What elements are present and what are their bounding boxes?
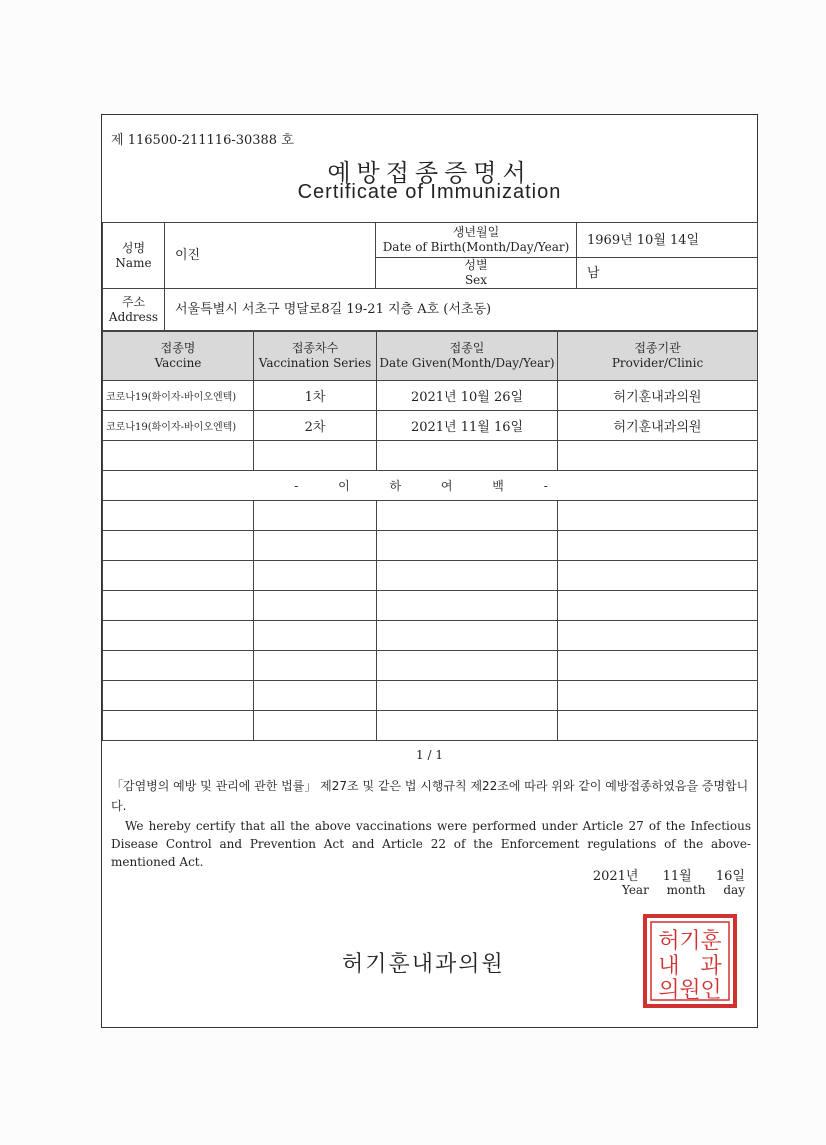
vaccine-provider: 허기훈내과의원 <box>558 411 758 441</box>
vaccine-series: 1차 <box>254 381 377 411</box>
svg-text:의: 의 <box>658 978 680 1003</box>
dob-label: 생년월일 Date of Birth(Month/Day/Year) <box>376 223 577 258</box>
issuer-name: 허기훈내과의원 <box>342 952 505 977</box>
table-row <box>103 381 758 411</box>
certificate-number: 제 116500-211116-30388 호 <box>111 133 294 148</box>
empty-row <box>103 651 758 681</box>
header-provider: 접종기관 Provider/Clinic <box>558 332 758 381</box>
certificate-frame <box>101 114 758 1028</box>
statement-korean: 「감염병의 예방 및 관리에 관한 법률」 제27조 및 같은 법 시행규칙 제22조에 따라 위와 같이 예방접종하였음을 증명합니다. <box>111 779 749 813</box>
svg-text:훈: 훈 <box>700 929 722 954</box>
empty-row <box>103 441 758 471</box>
vaccine-date: 2021년 10월 26일 <box>377 381 558 411</box>
svg-text:기: 기 <box>679 929 701 954</box>
header-date: 접종일 Date Given(Month/Day/Year) <box>377 332 558 381</box>
page-number: 1 / 1 <box>416 748 443 762</box>
svg-text:인: 인 <box>700 978 722 1003</box>
vaccine-series: 2차 <box>254 411 377 441</box>
blank-marker: - 이 하 여 백 - <box>103 471 758 501</box>
empty-row <box>103 561 758 591</box>
empty-row <box>103 681 758 711</box>
sex-value: 남 <box>577 258 758 289</box>
empty-row <box>103 531 758 561</box>
empty-row <box>103 591 758 621</box>
personal-info-table <box>102 222 758 331</box>
vaccine-name: 코로나19(화이자-바이오엔텍) <box>103 411 254 441</box>
empty-row <box>103 711 758 741</box>
header-vaccine: 접종명 Vaccine <box>103 332 254 381</box>
vaccine-date: 2021년 11월 16일 <box>377 411 558 441</box>
sex-label: 성별 Sex <box>376 258 577 289</box>
empty-row <box>103 501 758 531</box>
blank-marker-row <box>103 471 758 501</box>
svg-text:내: 내 <box>658 954 680 979</box>
svg-text:과: 과 <box>700 954 722 979</box>
issue-date-labels: Year month day <box>621 883 745 897</box>
name-value: 이진 <box>165 223 376 289</box>
vaccine-name: 코로나19(화이자-바이오엔텍) <box>103 381 254 411</box>
vaccination-table <box>102 331 758 741</box>
issue-date: 2021년 11월 16일 <box>592 869 745 884</box>
dob-value: 1969년 10월 14일 <box>577 223 758 258</box>
statement-english: We hereby certify that all the above vaccinations were performed under Article 27 of the Infectious Disease Control and Prevention Act and Article 22 of the Enforcement regulations of the above-mentioned Act. <box>111 819 751 869</box>
empty-row <box>103 621 758 651</box>
table-row <box>103 411 758 441</box>
address-label: 주소 Address <box>103 289 165 331</box>
address-value: 서울특별시 서초구 명달로8길 19-21 지층 A호 (서초동) <box>165 289 758 331</box>
svg-text:허: 허 <box>658 929 680 954</box>
name-label: 성명 Name <box>103 223 165 289</box>
title-korean: 예방접종증명서 <box>327 159 532 187</box>
title-english: Certificate of Immunization <box>297 181 562 203</box>
vaccine-provider: 허기훈내과의원 <box>558 381 758 411</box>
svg-text:원: 원 <box>679 978 701 1003</box>
header-series: 접종차수 Vaccination Series <box>254 332 377 381</box>
official-seal-icon <box>642 913 738 1009</box>
